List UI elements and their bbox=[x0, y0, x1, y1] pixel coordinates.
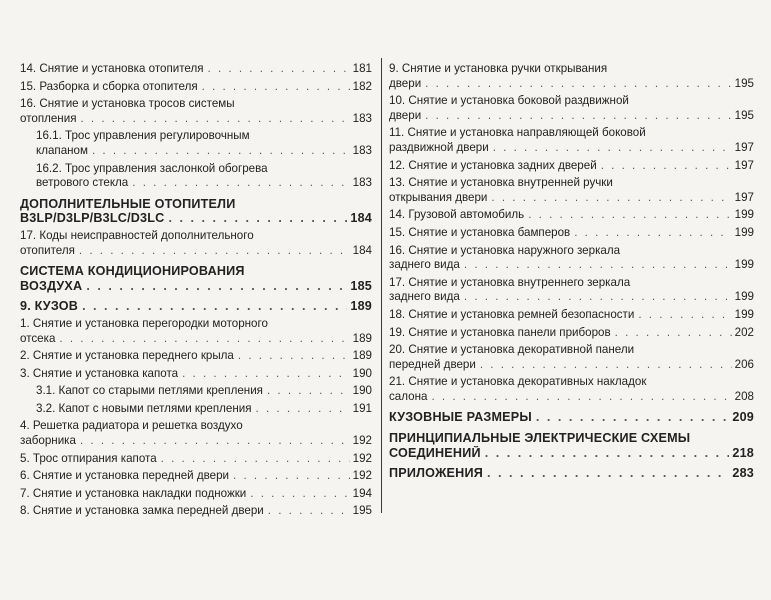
toc-entry-text: 3.1. Капот со старыми петлями крепления bbox=[36, 384, 263, 398]
dot-leader bbox=[574, 226, 731, 241]
toc-entry-text: 15. Разборка и сборка отопителя bbox=[20, 79, 198, 93]
toc-entry bbox=[389, 226, 754, 241]
toc-entry-text: двери bbox=[389, 76, 422, 90]
toc-section-heading bbox=[20, 299, 372, 314]
dot-leader bbox=[182, 367, 350, 382]
dot-leader bbox=[487, 466, 729, 481]
toc-entry-text: ПРИНЦИПИАЛЬНЫЕ ЭЛЕКТРИЧЕСКИЕ СХЕМЫ bbox=[389, 431, 691, 446]
toc-entry bbox=[20, 97, 372, 126]
toc-entry-text: 3.2. Капот с новыми петлями крепления bbox=[36, 401, 252, 415]
toc-page-number: 189 bbox=[350, 299, 372, 314]
toc-page-number: 197 bbox=[734, 158, 754, 172]
toc-entry-text: 4. Решетка радиатора и решетка воздухо bbox=[20, 419, 243, 433]
toc-entry bbox=[20, 452, 372, 467]
toc-entry bbox=[20, 384, 372, 399]
dot-leader bbox=[80, 434, 350, 449]
toc-entry bbox=[389, 326, 754, 341]
toc-entry bbox=[20, 349, 372, 364]
toc-entry bbox=[20, 402, 372, 417]
toc-entry-text: СИСТЕМА КОНДИЦИОНИРОВАНИЯ bbox=[20, 264, 245, 279]
toc-entry-text: B3LP/D3LP/B3LC/D3LC bbox=[20, 211, 165, 226]
toc-page-number: 197 bbox=[734, 140, 754, 154]
toc-page-number: 199 bbox=[734, 258, 754, 272]
toc-entry-text: 13. Снятие и установка внутренней ручки bbox=[389, 176, 613, 190]
toc-page-number: 184 bbox=[350, 211, 372, 226]
toc-page-number: 197 bbox=[734, 190, 754, 204]
toc-entry-text: 2. Снятие и установка переднего крыла bbox=[20, 349, 234, 363]
toc-entry bbox=[20, 487, 372, 502]
toc-entry bbox=[389, 244, 754, 273]
toc-page-number: 191 bbox=[352, 401, 372, 415]
dot-leader bbox=[208, 62, 350, 77]
dot-leader bbox=[233, 469, 350, 484]
toc-entry-text: 19. Снятие и установка панели приборов bbox=[389, 325, 611, 339]
dot-leader bbox=[79, 244, 350, 259]
toc-entry-text: 16.2. Трос управления заслонкой обогрева bbox=[36, 161, 268, 175]
toc-entry bbox=[389, 176, 754, 205]
toc-page-number: 195 bbox=[734, 76, 754, 90]
toc-page-number: 218 bbox=[732, 445, 754, 460]
toc-entry-text: 16. Снятие и установка тросов системы bbox=[20, 97, 235, 111]
toc-entry-text: ДОПОЛНИТЕЛЬНЫЕ ОТОПИТЕЛИ bbox=[20, 196, 236, 211]
toc-entry bbox=[20, 317, 372, 346]
toc-page-number: 182 bbox=[352, 79, 372, 93]
toc-entry-text: 14. Грузовой автомобиль bbox=[389, 208, 525, 222]
toc-entry-text: 9. Снятие и установка ручки открывания bbox=[389, 62, 608, 75]
toc-entry bbox=[389, 343, 754, 372]
dot-leader bbox=[82, 299, 347, 314]
toc-entry bbox=[20, 469, 372, 484]
toc-entry-text: 1. Снятие и установка перегородки моторного bbox=[20, 316, 268, 330]
toc-entry bbox=[20, 62, 372, 77]
toc-entry-text: открывания двери bbox=[389, 190, 488, 204]
toc-entry bbox=[20, 162, 372, 191]
toc-entry-text: двери bbox=[389, 108, 422, 122]
dot-leader bbox=[464, 258, 732, 273]
toc-entry-text: 16. Снятие и установка наружного зеркала bbox=[389, 243, 621, 257]
toc-page-number: 189 bbox=[352, 331, 372, 345]
toc-page-number: 183 bbox=[352, 176, 372, 190]
toc-page-number: 199 bbox=[734, 307, 754, 321]
dot-leader bbox=[536, 410, 730, 425]
toc-section-heading bbox=[389, 466, 754, 481]
toc-page-number: 195 bbox=[734, 108, 754, 122]
dot-leader bbox=[80, 112, 349, 127]
dot-leader bbox=[267, 384, 350, 399]
toc-entry-text: 10. Снятие и установка боковой раздвижной bbox=[389, 94, 629, 108]
dot-leader bbox=[161, 452, 350, 467]
toc-entry-text: СОЕДИНЕНИЙ bbox=[389, 445, 481, 460]
toc-page-number: 192 bbox=[352, 434, 372, 448]
toc-page-number: 208 bbox=[734, 389, 754, 403]
toc-column-right bbox=[389, 62, 754, 481]
dot-leader bbox=[238, 349, 350, 364]
toc-entry bbox=[20, 504, 372, 519]
toc-page-number: 206 bbox=[734, 357, 754, 371]
toc-entry bbox=[389, 375, 754, 404]
toc-entry-text: 20. Снятие и установка декоративной панели bbox=[389, 343, 635, 357]
dot-leader bbox=[168, 211, 347, 226]
dot-leader bbox=[480, 358, 732, 373]
toc-entry-text: передней двери bbox=[389, 357, 476, 371]
toc-page-number: 190 bbox=[352, 384, 372, 398]
toc-entry bbox=[20, 80, 372, 95]
dot-leader bbox=[132, 176, 349, 191]
dot-leader bbox=[464, 290, 732, 305]
toc-page-number: 192 bbox=[352, 469, 372, 483]
toc-entry bbox=[20, 367, 372, 382]
toc-entry bbox=[389, 276, 754, 305]
toc-entry-text: заднего вида bbox=[389, 258, 460, 272]
toc-entry-text: ПРИЛОЖЕНИЯ bbox=[389, 466, 483, 481]
toc-entry-text: 17. Снятие и установка внутреннего зеркала bbox=[389, 275, 631, 289]
dot-leader bbox=[256, 402, 350, 417]
toc-entry-text: отопления bbox=[20, 111, 77, 125]
dot-leader bbox=[431, 390, 731, 405]
dot-leader bbox=[493, 141, 732, 156]
toc-page-number: 183 bbox=[352, 111, 372, 125]
toc-column-left bbox=[20, 62, 372, 519]
toc-entry-text: салона bbox=[389, 389, 428, 403]
toc-page-number: 183 bbox=[352, 143, 372, 157]
toc-entry-text: 16.1. Трос управления регулировочным bbox=[36, 129, 250, 143]
toc-page-number: 192 bbox=[352, 451, 372, 465]
toc-entry-text: 12. Снятие и установка задних дверей bbox=[389, 158, 597, 172]
toc-page-number: 181 bbox=[352, 62, 372, 75]
toc-entry-text: ветрового стекла bbox=[36, 176, 129, 190]
toc-entry-text: 18. Снятие и установка ремней безопасности bbox=[389, 307, 635, 321]
toc-section-heading bbox=[389, 410, 754, 425]
toc-entry bbox=[389, 126, 754, 155]
toc-entry-text: 8. Снятие и установка замка передней двери bbox=[20, 504, 264, 518]
dot-leader bbox=[485, 446, 730, 461]
toc-page-number: 194 bbox=[352, 486, 372, 500]
toc-entry-text: 21. Снятие и установка декоративных накладок bbox=[389, 375, 647, 389]
toc-entry-text: 9. КУЗОВ bbox=[20, 299, 79, 314]
toc-entry bbox=[389, 62, 754, 91]
toc-section-heading bbox=[20, 264, 372, 293]
toc-entry bbox=[389, 159, 754, 174]
toc-entry bbox=[389, 308, 754, 323]
toc-entry-text: 7. Снятие и установка накладки подножки bbox=[20, 486, 247, 500]
toc-page-number: 202 bbox=[734, 325, 754, 339]
toc-entry-text: заборника bbox=[20, 434, 76, 448]
toc-entry-text: КУЗОВНЫЕ РАЗМЕРЫ bbox=[389, 410, 532, 425]
toc-entry-text: раздвижной двери bbox=[389, 140, 489, 154]
toc-entry-text: 14. Снятие и установка отопителя bbox=[20, 62, 204, 75]
toc-page-number: 199 bbox=[734, 225, 754, 239]
toc-entry-text: 6. Снятие и установка передней двери bbox=[20, 469, 230, 483]
dot-leader bbox=[528, 208, 731, 223]
toc-entry-text: отопителя bbox=[20, 243, 75, 257]
dot-leader bbox=[425, 109, 731, 124]
toc-entry bbox=[20, 419, 372, 448]
toc-entry-text: 3. Снятие и установка капота bbox=[20, 366, 179, 380]
toc-page-number: 209 bbox=[732, 410, 754, 425]
toc-entry-text: заднего вида bbox=[389, 290, 460, 304]
toc-entry bbox=[20, 129, 372, 158]
toc-entry bbox=[389, 208, 754, 223]
column-divider bbox=[381, 58, 382, 513]
toc-page-number: 199 bbox=[734, 208, 754, 222]
dot-leader bbox=[638, 308, 731, 323]
toc-page-number: 190 bbox=[352, 366, 372, 380]
dot-leader bbox=[491, 191, 731, 206]
toc-entry bbox=[389, 94, 754, 123]
dot-leader bbox=[425, 77, 731, 92]
toc-entry-text: 11. Снятие и установка направляющей боковой bbox=[389, 126, 646, 140]
toc-entry-text: ВОЗДУХА bbox=[20, 278, 83, 293]
toc-page-number: 185 bbox=[350, 278, 372, 293]
dot-leader bbox=[268, 504, 350, 519]
toc-entry-text: отсека bbox=[20, 331, 56, 345]
toc-entry-text: 5. Трос отпирания капота bbox=[20, 451, 157, 465]
toc-page-number: 189 bbox=[352, 349, 372, 363]
toc-entry-text: 17. Коды неисправностей дополнительного bbox=[20, 228, 254, 242]
toc-section-heading bbox=[20, 197, 372, 226]
dot-leader bbox=[615, 326, 732, 341]
toc-entry-text: 15. Снятие и установка бамперов bbox=[389, 225, 571, 239]
toc-page-number: 184 bbox=[352, 243, 372, 257]
toc-entry bbox=[20, 229, 372, 258]
dot-leader bbox=[86, 279, 347, 294]
toc-page-number: 283 bbox=[732, 466, 754, 481]
toc-page-number: 195 bbox=[352, 504, 372, 518]
dot-leader bbox=[92, 144, 350, 159]
toc-entry-text: клапаном bbox=[36, 143, 88, 157]
dot-leader bbox=[202, 80, 350, 95]
dot-leader bbox=[250, 487, 349, 502]
toc-section-heading bbox=[389, 431, 754, 460]
dot-leader bbox=[601, 159, 732, 174]
dot-leader bbox=[59, 332, 349, 347]
toc-page-number: 199 bbox=[734, 290, 754, 304]
